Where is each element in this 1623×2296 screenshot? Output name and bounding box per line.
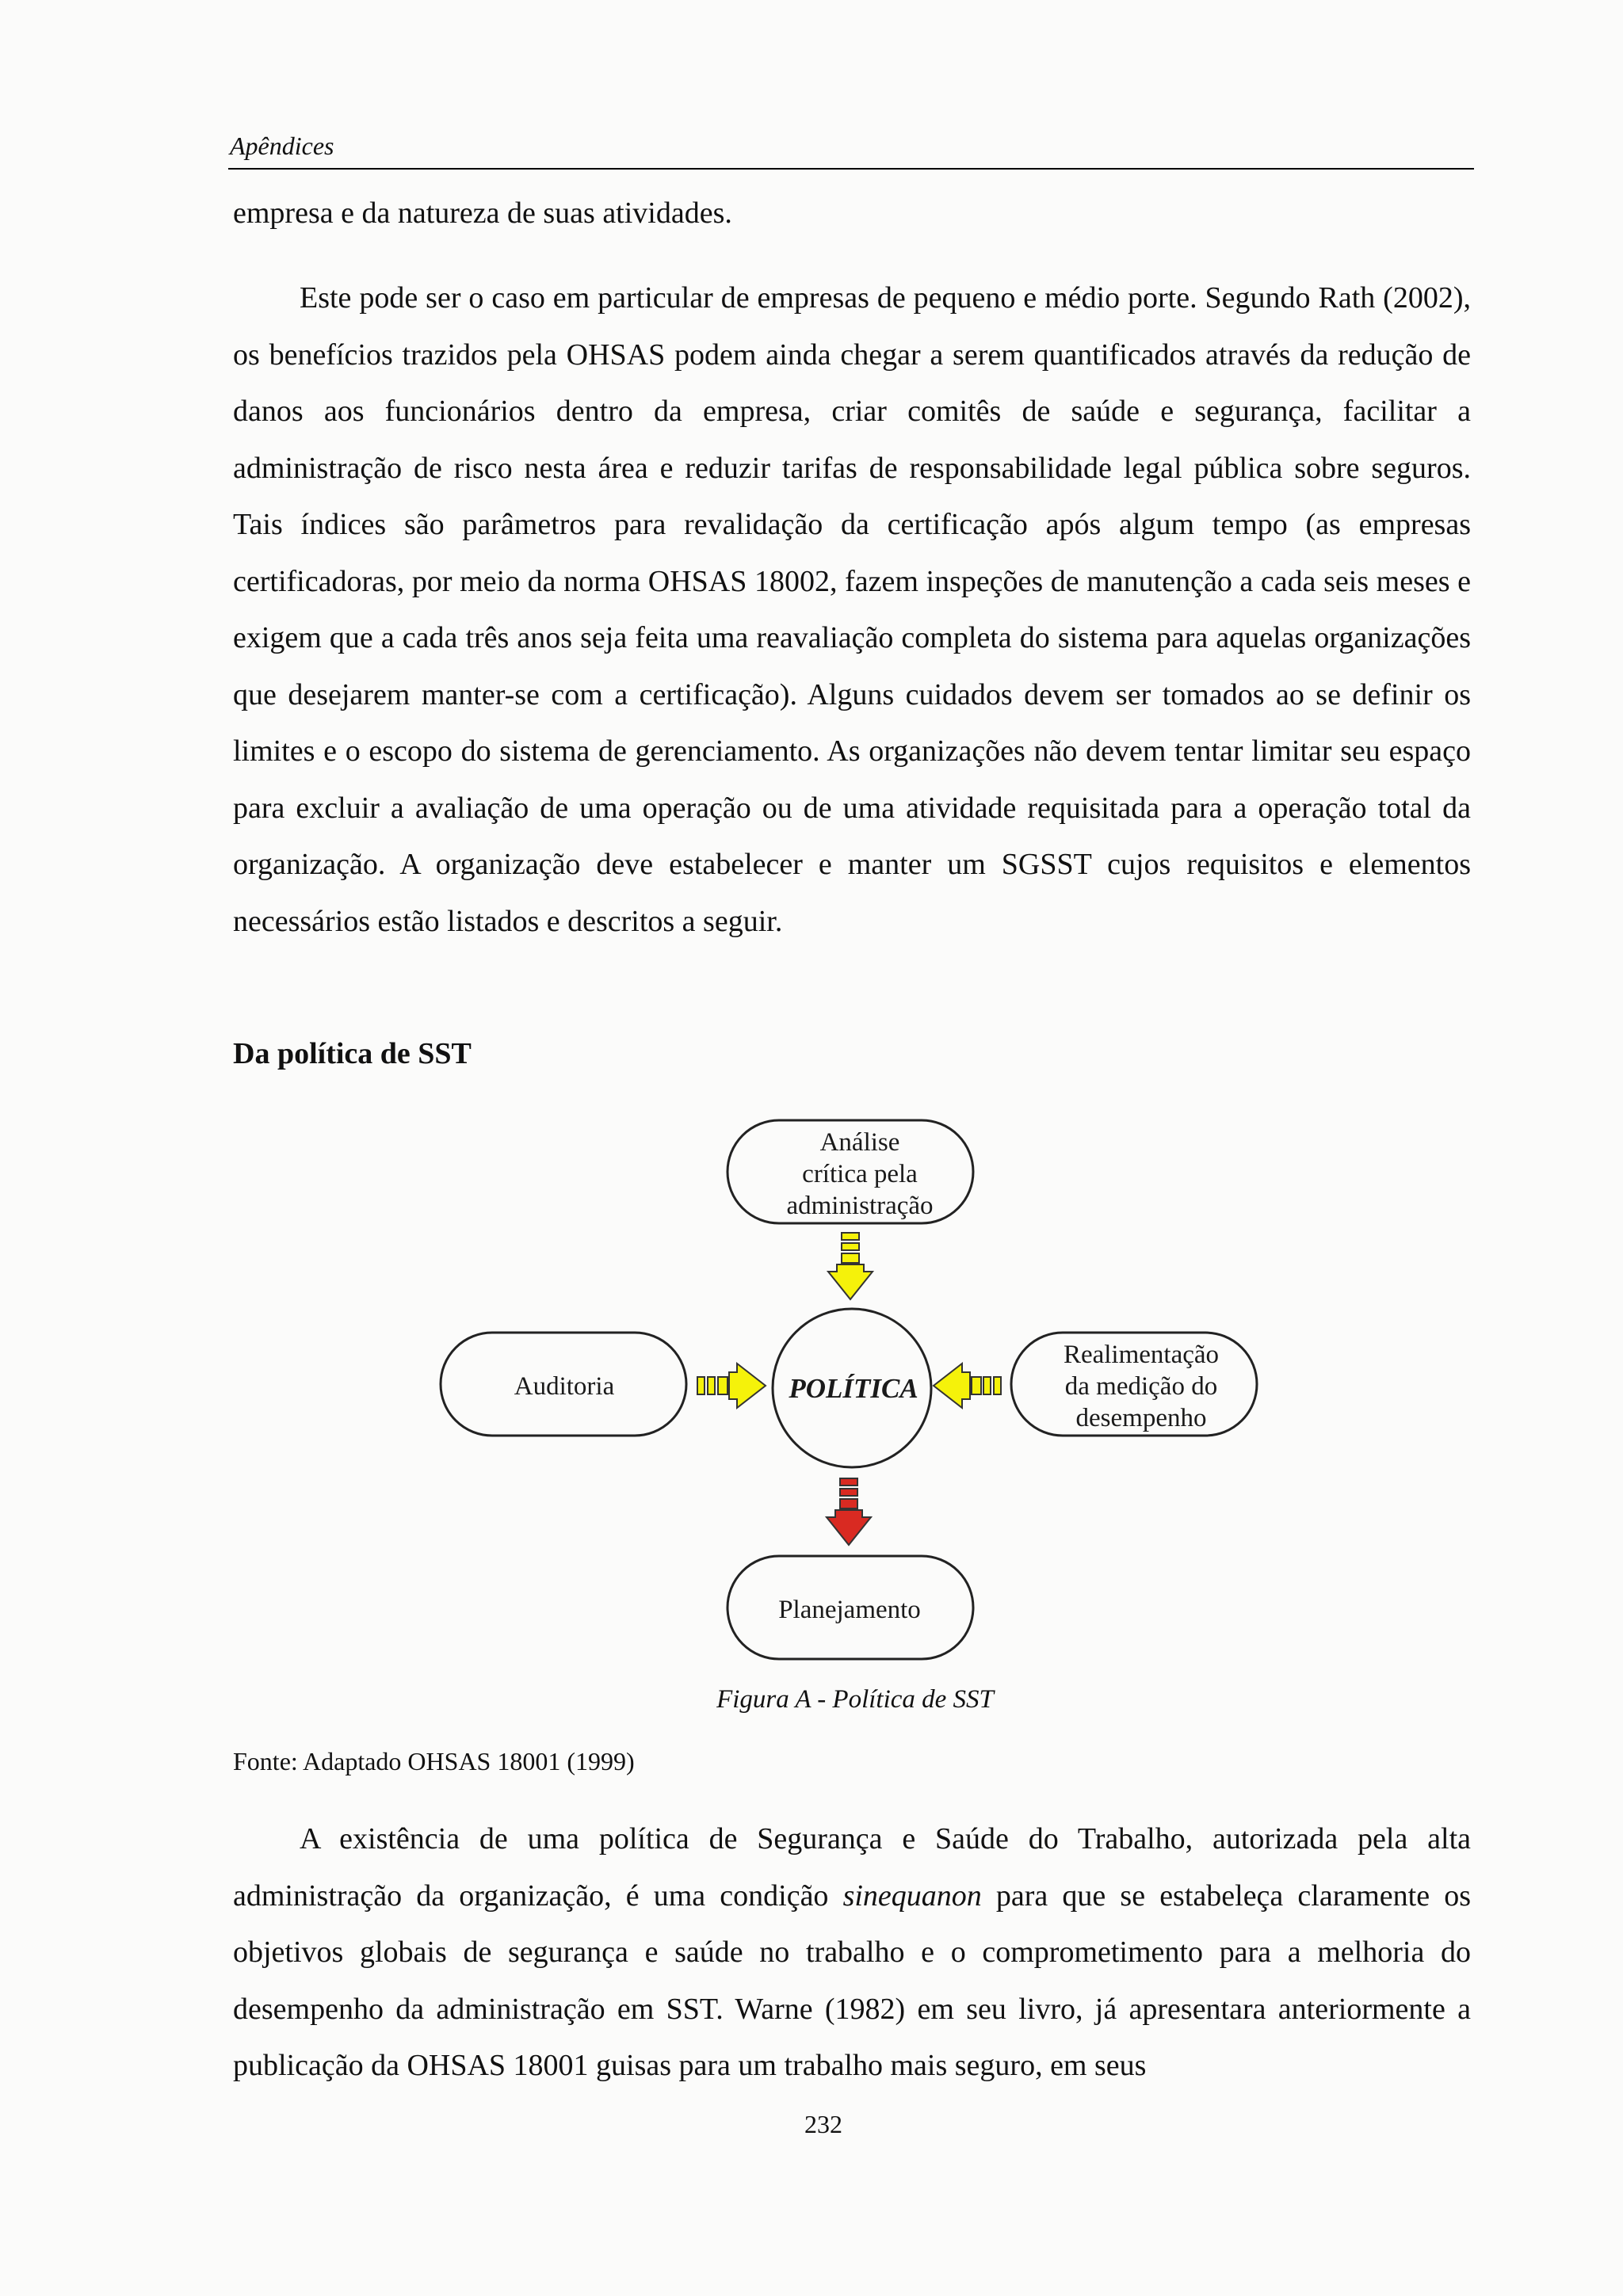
- paragraph-sst-policy-part-1: A existência de uma política de Segurança e Saúde do Trabalho, autorizada pela alta administração da organização, é uma condição: [233, 1822, 1471, 1913]
- center-policy-label: POLÍTICA: [789, 1373, 918, 1404]
- paragraph-sst-policy-part-2: para que se estabeleça claramente os objetivos globais de segurança e saúde no trabalho e o comprometimento para a melhoria do desempenho da administração em SST. Warne (1982) em seu livro, já apresentara anteriormente a publicação da OHSAS 18001 guisas para um trabalho mais seguro, em seus: [233, 1878, 1471, 2082]
- section-heading: Da política de SST: [233, 1037, 472, 1070]
- paragraph-ohsas-benefits: Este pode ser o caso em particular de empresas de pequeno e médio porte. Segundo Rath (2002), os benefícios trazidos pela OHSAS podem ainda chegar a serem quantificados através da redução de danos aos funcionários dentro da empresa, criar comitês de saúde e segurança, facilitar a administração de risco nesta área e reduzir tarifas de responsabilidade legal pública sobre seguros. Tais índices são parâmetros para revalidação da certificação após algum tempo (as empresas certificadoras, por meio da norma OHSAS 18002, fazem inspeções de manutenção a cada seis meses e exigem que a cada três anos seja feita uma reavaliação completa do sistema para aquelas organizações que desejarem manter-se com a certificação). Alguns cuidados devem ser tomados ao se definir os limites e o escopo do sistema de gerenciamento. As organizações não devem tentar limitar seu espaço para excluir a avaliação de uma operação ou de uma atividade requisitada para a operação total da organização. A organização deve estabelecer e manter um SGSST cujos requisitos e elementos necessários estão listados e descritos a seguir.: [233, 281, 1471, 938]
- paragraph-sst-policy: [233, 1811, 1471, 2095]
- node-planning-label: Planejamento: [778, 1596, 921, 1624]
- node-management-review-line-3: administração: [786, 1192, 934, 1220]
- page-number: 232: [804, 2110, 842, 2138]
- node-management-review-line-1: Análise: [819, 1128, 900, 1157]
- figure-caption: Figura A - Política de SST: [716, 1685, 994, 1714]
- arrow-feedback-to-policy: [934, 1363, 1001, 1408]
- running-header: Apêndices: [230, 132, 334, 160]
- figure-source: Fonte: Adaptado OHSAS 18001 (1999): [233, 1747, 635, 1775]
- arrow-audit-to-policy: [697, 1363, 766, 1408]
- node-management-review-line-2: crítica pela: [802, 1160, 918, 1188]
- node-performance-feedback-line-2: da medição do: [1064, 1372, 1218, 1401]
- arrow-review-to-policy: [828, 1233, 873, 1299]
- node-audit-label: Auditoria: [514, 1372, 615, 1401]
- node-performance-feedback-line-3: desempenho: [1075, 1404, 1207, 1432]
- paragraph-continuation: empresa e da natureza de suas atividades.: [233, 196, 732, 230]
- paragraph-sst-policy-italic-term: sinequanon: [842, 1878, 982, 1913]
- arrow-policy-to-planning: [827, 1478, 871, 1545]
- node-performance-feedback-line-1: Realimentação: [1063, 1341, 1220, 1369]
